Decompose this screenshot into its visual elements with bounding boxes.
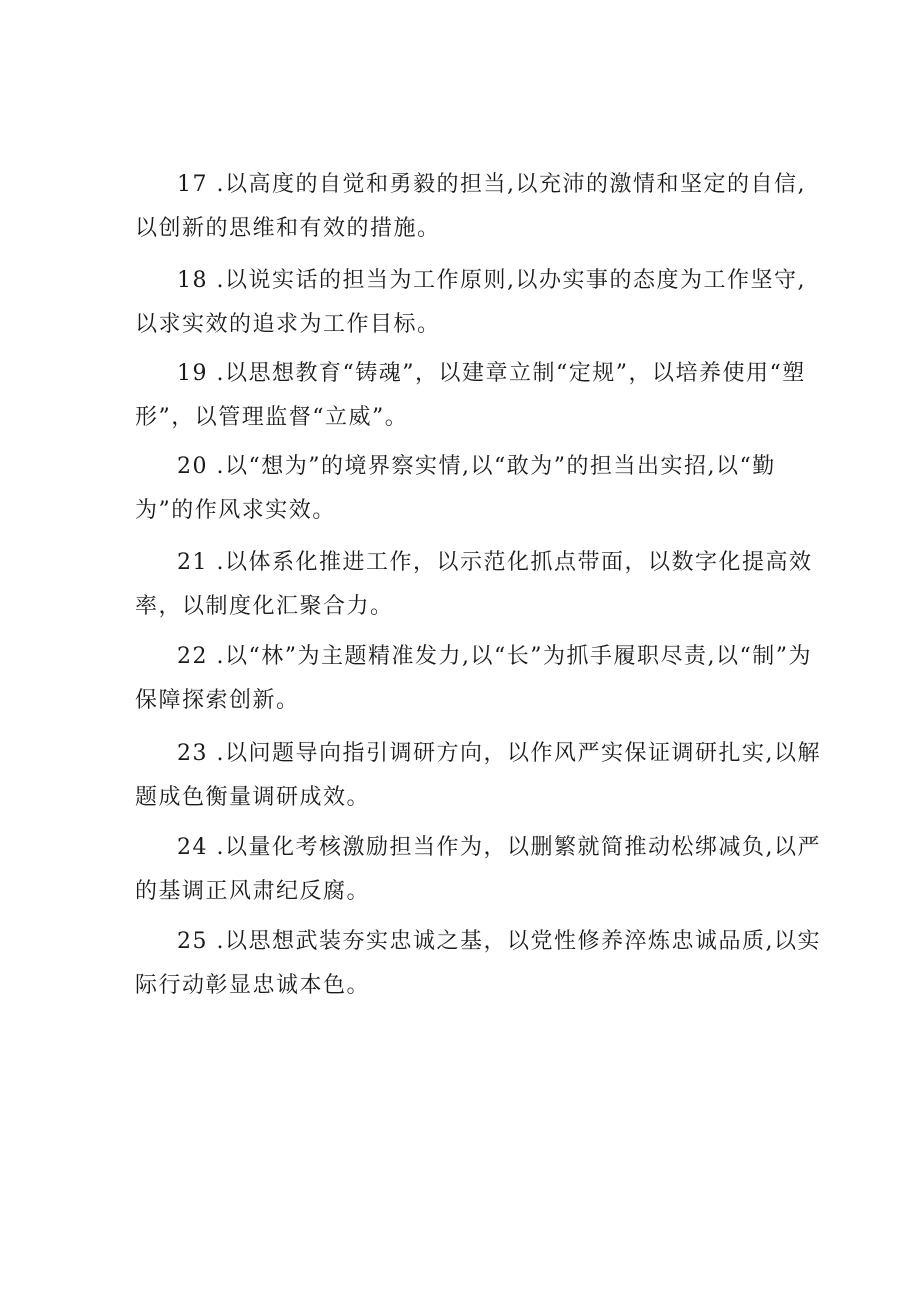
list-item bbox=[135, 732, 825, 820]
item-text: .以思想武装夯实忠诚之基，以党性修养淬炼忠诚品质,以实际行动彰显忠诚本色。 bbox=[135, 929, 821, 998]
item-number: 17 bbox=[177, 172, 208, 197]
item-number: 25 bbox=[177, 929, 208, 954]
item-number: 23 bbox=[177, 741, 208, 766]
item-text: .以问题导向指引调研方向，以作风严实保证调研扎实,以解题成色衡量调研成效。 bbox=[135, 741, 821, 810]
item-text: .以量化考核激励担当作为，以删繁就简推动松绑减负,以严的基调正风肃纪反腐。 bbox=[135, 835, 821, 904]
item-number: 20 bbox=[177, 454, 208, 479]
item-text: .以说实话的担当为工作原则,以办实事的态度为工作坚守,以求实效的追求为工作目标。 bbox=[135, 268, 806, 337]
item-text: .以体系化推进工作，以示范化抓点带面，以数字化提高效率，以制度化汇聚合力。 bbox=[135, 550, 813, 619]
item-number: 21 bbox=[177, 550, 208, 575]
list-item bbox=[135, 541, 825, 629]
item-number: 22 bbox=[177, 644, 208, 669]
item-text: .以高度的自觉和勇毅的担当,以充沛的激情和坚定的自信,以创新的思维和有效的措施。 bbox=[135, 172, 806, 241]
item-text: .以“林”为主题精准发力,以“长”为抓手履职尽责,以“制”为保障探索创新。 bbox=[135, 644, 812, 713]
list-item bbox=[135, 445, 825, 533]
list-item bbox=[135, 352, 825, 440]
list-item bbox=[135, 826, 825, 914]
item-number: 18 bbox=[177, 268, 208, 293]
list-item bbox=[135, 920, 825, 1008]
list-item bbox=[135, 259, 825, 347]
list-item bbox=[135, 163, 825, 251]
item-number: 19 bbox=[177, 361, 208, 386]
item-text: .以“想为”的境界察实情,以“敢为”的担当出实招,以“勤为”的作风求实效。 bbox=[135, 454, 776, 523]
list-item bbox=[135, 635, 825, 723]
item-number: 24 bbox=[177, 835, 208, 860]
item-text: .以思想教育“铸魂”，以建章立制“定规”，以培养使用“塑形”，以管理监督“立威”。 bbox=[135, 361, 806, 430]
